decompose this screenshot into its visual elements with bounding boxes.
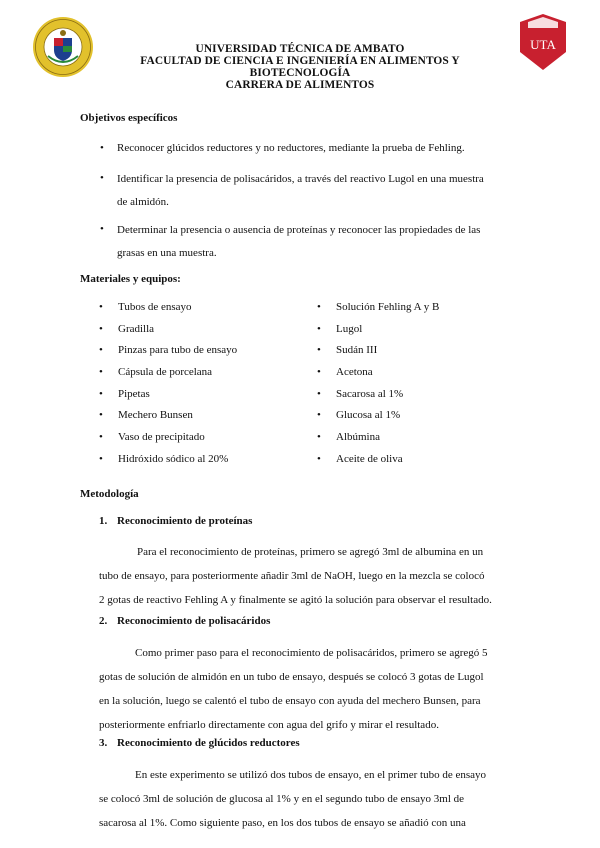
list-item: • Gradilla [99, 319, 299, 341]
bullet-icon: • [99, 431, 103, 444]
header-university: UNIVERSIDAD TÉCNICA DE AMBATO [195, 43, 405, 55]
objetivo-line: Identificar la presencia de polisacáridos, a través del reactivo Lugol en una muestra [117, 173, 484, 185]
uta-logo [520, 14, 566, 70]
list-item: • Glucosa al 1% [317, 405, 517, 427]
paragraph-line: 2 gotas de reactivo Fehling A y finalmente se agitó la solución para observar el resultado. [99, 594, 492, 606]
objetivo-item [117, 138, 522, 158]
list-item: • Pipetas [99, 384, 299, 406]
paragraph-line: posteriormente enfriarlo directamente con agua del grifo y mirar el resultado. [99, 719, 439, 731]
list-item: • Aceite de oliva [317, 449, 517, 471]
list-item: • Albúmina [317, 427, 517, 449]
section-2-paragraph [99, 641, 522, 737]
header-faculty: FACULTAD DE CIENCIA E INGENIERÍA EN ALIMENTOS Y [140, 55, 460, 67]
materiales-list-right [317, 297, 517, 471]
list-item: • Solución Fehling A y B [317, 297, 517, 319]
paragraph-line: en la solución, luego se calentó el tubo de ensayo con ayuda del mechero Bunsen, para [99, 695, 481, 707]
objetivo-line: Reconocer glúcidos reductores y no reductores, mediante la prueba de Fehling. [117, 142, 465, 154]
list-item: • Cápsula de porcelana [99, 362, 299, 384]
objetivo-line: grasas en una muestra. [117, 247, 217, 259]
university-seal-logo [32, 16, 94, 78]
list-item: • Acetona [317, 362, 517, 384]
bullet-icon: • [99, 344, 103, 357]
bullet-icon: • [317, 431, 321, 444]
bullet-icon: • [317, 387, 321, 400]
paragraph-line: gotas de solución de almidón en un tubo de ensayo, después se colocó 3 gotas de Lugol [99, 671, 484, 683]
objetivo-item [117, 219, 522, 265]
list-item: • Mechero Bunsen [99, 405, 299, 427]
section-2-title: 2. Reconocimiento de polisacáridos [99, 615, 271, 627]
bullet-icon: • [99, 301, 103, 313]
metodologia-title: Metodología [80, 488, 139, 500]
paragraph-line: se colocó 3ml de solución de glucosa al 1% y en el segundo tubo de ensayo 3ml de [99, 793, 465, 805]
list-item: • Tubos de ensayo [99, 297, 299, 319]
list-item: • Lugol [317, 319, 517, 341]
bullet-icon: • [99, 387, 103, 400]
bullet-icon: • [317, 409, 321, 422]
uta-logo-text: UTA [530, 37, 556, 52]
objetivos-title: Objetivos específicos [80, 112, 178, 124]
bullet-icon: • [317, 301, 321, 313]
objetivo-line: de almidón. [117, 196, 169, 208]
objetivo-line: Determinar la presencia o ausencia de proteínas y reconocer las propiedades de las [117, 224, 481, 236]
bullet-icon: • [99, 366, 103, 379]
list-item: • Sudán III [317, 340, 517, 362]
header-faculty-cont: BIOTECNOLOGÍA [249, 67, 351, 79]
section-3-title: 3. Reconocimiento de glúcidos reductores [99, 737, 300, 749]
objetivo-item [117, 168, 522, 214]
materiales-title: Materiales y equipos: [80, 273, 181, 285]
list-item: • Pinzas para tubo de ensayo [99, 340, 299, 362]
list-item: • Vaso de precipitado [99, 427, 299, 449]
bullet-icon: • [317, 366, 321, 379]
list-item: • Sacarosa al 1% [317, 384, 517, 406]
section-1-title: 1. Reconocimiento de proteínas [99, 515, 253, 527]
bullet-icon: • [99, 322, 103, 335]
section-1-paragraph [99, 540, 522, 612]
header-career: CARRERA DE ALIMENTOS [225, 79, 375, 91]
section-3-paragraph [99, 763, 522, 835]
paragraph-line: Como primer paso para el reconocimiento de polisacáridos, primero se agregó 5 [135, 647, 488, 659]
bullet-icon: • [99, 409, 103, 422]
bullet-icon: • [317, 322, 321, 335]
paragraph-line: sacarosa al 1%. Como siguiente paso, en los dos tubos de ensayo se añadió con una [99, 817, 466, 829]
paragraph-line: tubo de ensayo, para posteriormente añadir 3ml de NaOH, luego en la mezcla se colocó [99, 570, 485, 582]
bullet-icon: • [317, 452, 321, 465]
bullet-icon: • [100, 223, 104, 235]
materiales-list-left [99, 297, 299, 471]
bullet-icon: • [317, 344, 321, 357]
bullet-icon: • [100, 172, 104, 184]
bullet-icon: • [100, 142, 104, 154]
paragraph-line: En este experimento se utilizó dos tubos de ensayo, en el primer tubo de ensayo [135, 769, 486, 781]
document-header [100, 43, 500, 91]
bullet-icon: • [99, 452, 103, 465]
paragraph-line: Para el reconocimiento de proteínas, primero se agregó 3ml de albumina en un [137, 546, 484, 558]
list-item: • Hidróxido sódico al 20% [99, 449, 299, 471]
